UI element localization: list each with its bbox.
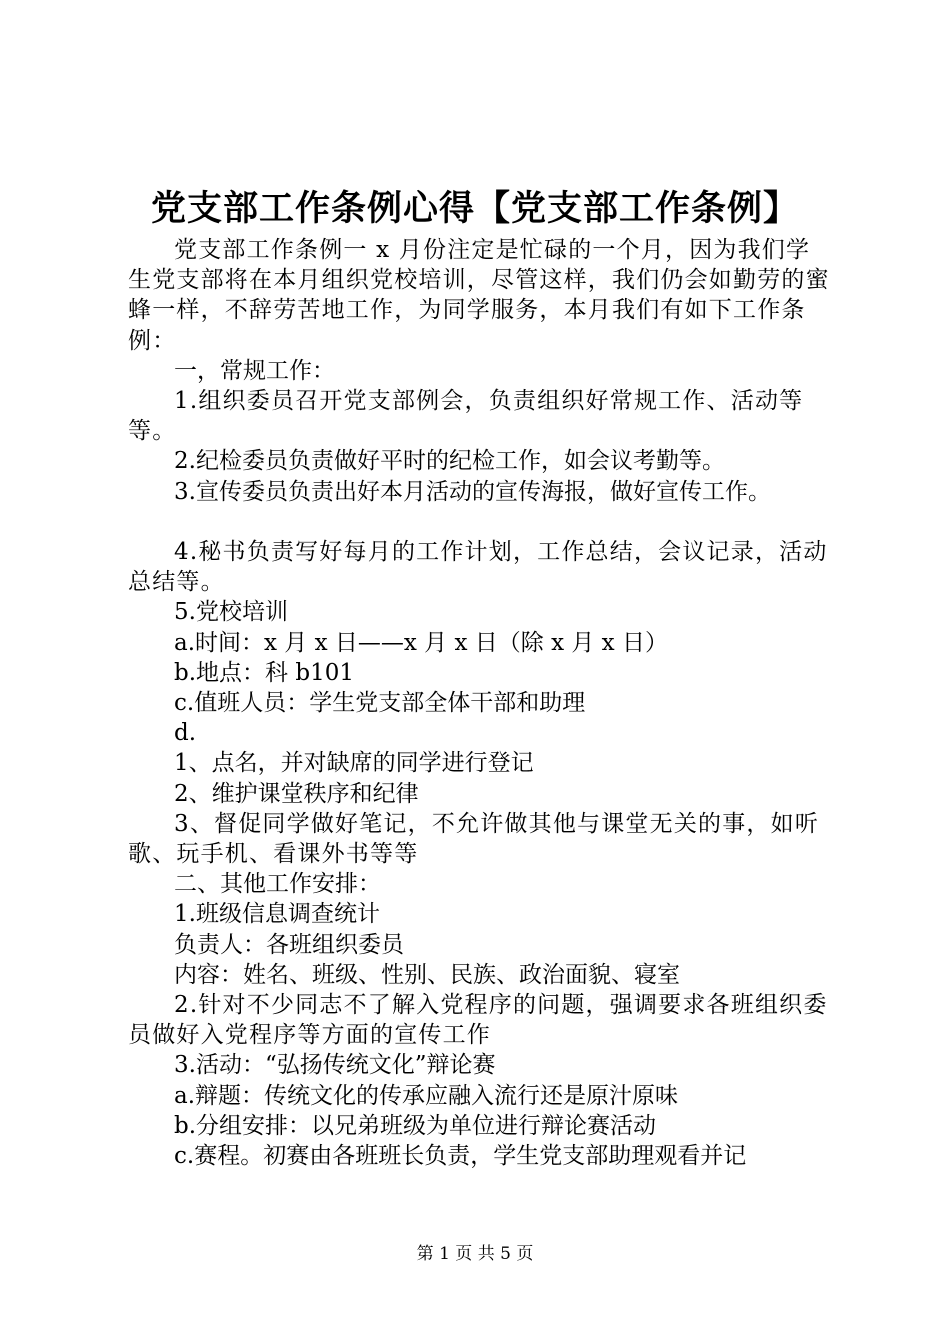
paragraph-other-3: 3.活动：“弘扬传统文化”辩论赛 [174, 1052, 496, 1079]
paragraph-item-5b: b.地点：科 b101 [174, 659, 354, 686]
paragraph-intro: 党支部工作条例一 x 月份注定是忙碌的一个月，因为我们学生党支部将在本月组织党校培训，尽管这样，我们仍会如勤劳的蜜蜂一样，不辞劳苦地工作，为同学服务，本月我们有如下工作条例： [128, 237, 830, 354]
paragraph-section-2-heading: 二、其他工作安排： [174, 871, 381, 898]
paragraph-other-3c: c.赛程。初赛由各班班长负责，学生党支部助理观看并记 [174, 1143, 747, 1170]
paragraph-other-1: 1.班级信息调查统计 [174, 901, 380, 928]
paragraph-other-3b: b.分组安排：以兄弟班级为单位进行辩论赛活动 [174, 1112, 657, 1139]
paragraph-other-1-owner: 负责人：各班组织委员 [174, 931, 404, 958]
paragraph-item-4: 4.秘书负责写好每月的工作计划，工作总结，会议记录，活动总结等。 [128, 539, 828, 596]
paragraph-item-5c: c.值班人员：学生党支部全体干部和助理 [174, 690, 586, 717]
paragraph-duty-1: 1、点名，并对缺席的同学进行登记 [174, 750, 534, 777]
blank-line [128, 507, 830, 537]
page-footer: 第 1 页 共 5 页 [416, 1244, 534, 1264]
paragraph-item-5d: d. [174, 720, 197, 747]
document-body [128, 235, 830, 1171]
paragraph-item-5a: a.时间：x 月 x 日——x 月 x 日（除 x 月 x 日） [174, 629, 668, 656]
paragraph-item-2: 2.纪检委员负责做好平时的纪检工作，如会议考勤等。 [174, 448, 725, 475]
paragraph-duty-3: 3、督促同学做好笔记，不允许做其他与课堂无关的事，如听歌、玩手机、看课外书等等 [128, 810, 820, 868]
paragraph-other-3a: a.辩题：传统文化的传承应融入流行还是原汁原味 [174, 1082, 679, 1109]
paragraph-other-1-content: 内容：姓名、班级、性别、民族、政治面貌、寝室 [174, 961, 680, 988]
paragraph-duty-2: 2、维护课堂秩序和纪律 [174, 780, 419, 807]
document-title: 党支部工作条例心得【党支部工作条例】 [150, 188, 799, 229]
paragraph-item-3: 3.宣传委员负责出好本月活动的宣传海报，做好宣传工作。 [174, 478, 771, 505]
paragraph-other-2: 2.针对不少同志不了解入党程序的问题，强调要求各班组织委员做好入党程序等方面的宣传工作 [128, 992, 828, 1049]
paragraph-item-5: 5.党校培训 [174, 599, 288, 626]
paragraph-item-1: 1.组织委员召开党支部例会，负责组织好常规工作、活动等等。 [128, 388, 804, 445]
paragraph-section-1-heading: 一，常规工作： [174, 357, 335, 384]
